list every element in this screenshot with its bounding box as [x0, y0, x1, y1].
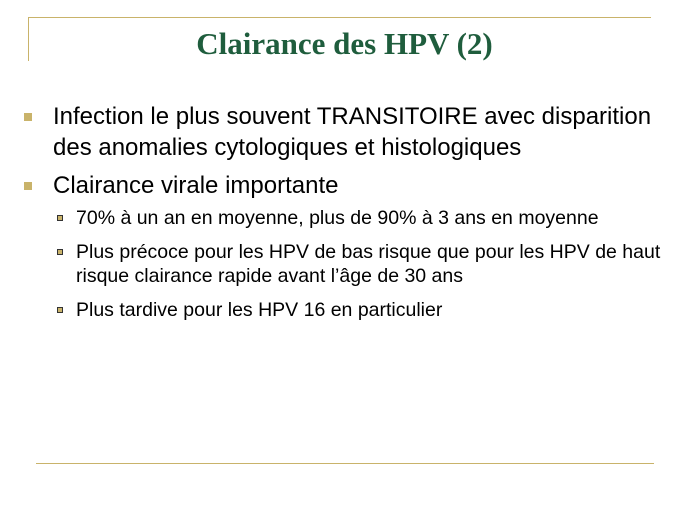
hollow-square-bullet-icon [57, 249, 63, 255]
bullet-text-1: Infection le plus souvent TRANSITOIRE avec disparition des anomalies cytologiques et histologiques [53, 103, 652, 161]
frame-bottom-line [36, 463, 654, 464]
hollow-square-bullet-icon [57, 307, 63, 313]
sub-bullet-item-2 [53, 240, 664, 288]
sub-bullet-item-1 [53, 206, 664, 230]
bullet-text-2: Clairance virale importante [53, 172, 339, 199]
slide-title: Clairance des HPV (2) [196, 26, 493, 61]
bullet-item-2 [24, 170, 664, 322]
sub-bullet-text-3: Plus tardive pour les HPV 16 en particulier [76, 299, 443, 321]
frame-top-line [28, 17, 651, 18]
sub-bullet-text-1: 70% à un an en moyenne, plus de 90% à 3 ans en moyenne [76, 207, 599, 229]
hollow-square-bullet-icon [57, 215, 63, 221]
slide-content [24, 101, 664, 332]
square-bullet-icon [24, 182, 32, 190]
sub-bullet-item-3 [53, 298, 664, 322]
bullet-item-1 [24, 101, 664, 163]
sub-bullet-text-2: Plus précoce pour les HPV de bas risque que pour les HPV de haut risque clairance rapide avant l’âge de 30 ans [76, 241, 661, 287]
sub-bullet-list [53, 206, 664, 322]
square-bullet-icon [24, 113, 32, 121]
